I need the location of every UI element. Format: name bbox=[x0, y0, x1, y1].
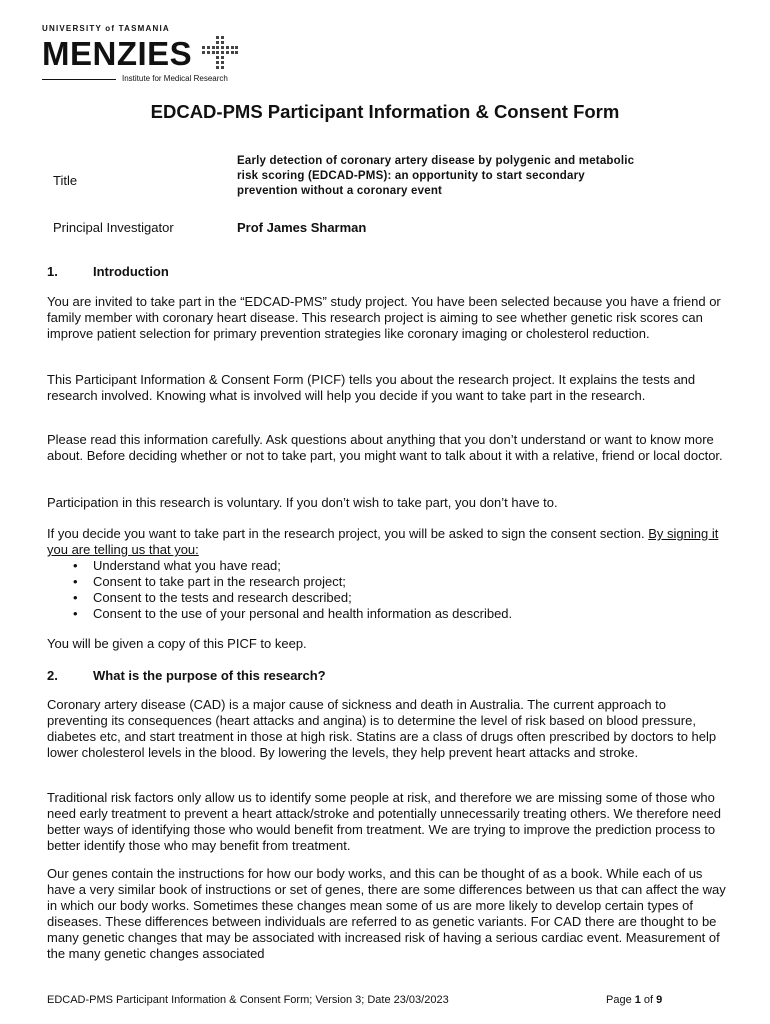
list-item bbox=[47, 606, 727, 622]
institute-name: Institute for Medical Research bbox=[122, 74, 228, 83]
list-item bbox=[47, 558, 727, 574]
page-total: 9 bbox=[656, 994, 663, 1006]
university-name: UNIVERSITY of TASMANIA bbox=[42, 24, 170, 33]
bullet-glyph: • bbox=[73, 590, 78, 605]
document-title: EDCAD-PMS Participant Information & Consent Form bbox=[150, 101, 620, 122]
logo-wordmark: MENZIES bbox=[42, 35, 193, 72]
bullet-text: Consent to the use of your personal and health information as described. bbox=[93, 606, 513, 621]
purpose-paragraph-3: Our genes contain the instructions for how our body works, and this can be thought of as a book. While each of us have a very similar book of instructions or set of genes, there are some differences between us that can affect the way in which our body works. Sometimes these changes mean some of us are more likely to develop certain types of diseases. These differences between individuals are referred to as genetic variants. For CAD there are thought to be many genetic changes that may be associated with increased risk of having a serious cardiac event. Measurement of the many genetic changes associated bbox=[47, 866, 726, 961]
bullet-glyph: • bbox=[73, 558, 78, 573]
section-2-number: 2. bbox=[47, 668, 58, 683]
menzies-logo bbox=[42, 24, 242, 88]
cross-grid-icon bbox=[202, 36, 238, 72]
consent-bullet-list bbox=[47, 558, 727, 622]
logo-rule bbox=[42, 79, 116, 80]
footer-text: EDCAD-PMS Participant Information & Consent Form; Version 3; Date 23/03/2023 bbox=[47, 994, 449, 1006]
bullet-text: Consent to the tests and research described; bbox=[93, 590, 352, 605]
purpose-paragraph-2: Traditional risk factors only allow us to identify some people at risk, and therefore we are missing some of those who need early treatment to prevent a heart attack/stroke and potentially unnecessarily treating others. We therefore need better ways of identifying those who would benefit from treatment. We are trying to improve the prediction process to better identify those who may benefit from treatment. bbox=[47, 790, 721, 853]
page-current: 1 bbox=[634, 994, 641, 1006]
page-number bbox=[606, 994, 662, 1006]
consent-underlined-text: By signing it you are telling us that you: bbox=[47, 526, 719, 557]
list-item bbox=[47, 574, 727, 590]
intro-paragraph-3: Please read this information carefully. Ask questions about anything that you don’t understand or want to know more about. Before deciding whether or not to take part, you might want to talk about it with a relative, friend or local doctor. bbox=[47, 432, 723, 463]
intro-paragraph-6: You will be given a copy of this PICF to keep. bbox=[47, 636, 307, 651]
intro-paragraph-2: This Participant Information & Consent Form (PICF) tells you about the research project. It explains the tests and research involved. Knowing what is involved will help you decide if you want to take part in the research. bbox=[47, 372, 696, 403]
section-1-heading: Introduction bbox=[93, 264, 169, 279]
pi-name: Prof James Sharman bbox=[237, 220, 367, 235]
section-2-heading: What is the purpose of this research? bbox=[93, 668, 326, 683]
page-of: of bbox=[640, 994, 657, 1006]
purpose-paragraph-1: Coronary artery disease (CAD) is a major cause of sickness and death in Australia. The current approach to preventing its consequences (heart attacks and angina) is to determine the level of risk based on blood pressure, diabetes etc, and start treatment in those at high risk. Statins are a class of drugs often prescribed by doctors to help lower cholesterol levels in the blood. By lowering the levels, they help prevent heart attacks and stroke. bbox=[47, 697, 717, 760]
page-word: Page bbox=[606, 994, 635, 1006]
bullet-text: Understand what you have read; bbox=[93, 558, 281, 573]
bullet-text: Consent to take part in the research project; bbox=[93, 574, 346, 589]
consent-intro-text: If you decide you want to take part in the research project, you will be asked to sign the consent section. bbox=[47, 526, 649, 541]
section-1-number: 1. bbox=[47, 264, 58, 279]
list-item bbox=[47, 590, 727, 606]
intro-paragraph-5 bbox=[47, 526, 727, 558]
title-label: Title bbox=[53, 173, 78, 188]
pi-label: Principal Investigator bbox=[53, 220, 174, 235]
bullet-glyph: • bbox=[73, 574, 78, 589]
bullet-glyph: • bbox=[73, 606, 78, 621]
intro-paragraph-1: You are invited to take part in the “EDCAD-PMS” study project. You have been selected because you have a friend or family member with coronary heart disease. This research project is aiming to see whether genetic risk scores can improve patient selection for primary prevention strategies like coronary imaging or cholesterol reduction. bbox=[47, 294, 721, 341]
intro-paragraph-4: Participation in this research is voluntary. If you don’t wish to take part, you don’t have to. bbox=[47, 495, 558, 510]
study-title: Early detection of coronary artery disease by polygenic and metabolic risk scoring (EDCAD-PMS): an opportunity to start secondary prevention without a coronary event bbox=[237, 155, 635, 197]
